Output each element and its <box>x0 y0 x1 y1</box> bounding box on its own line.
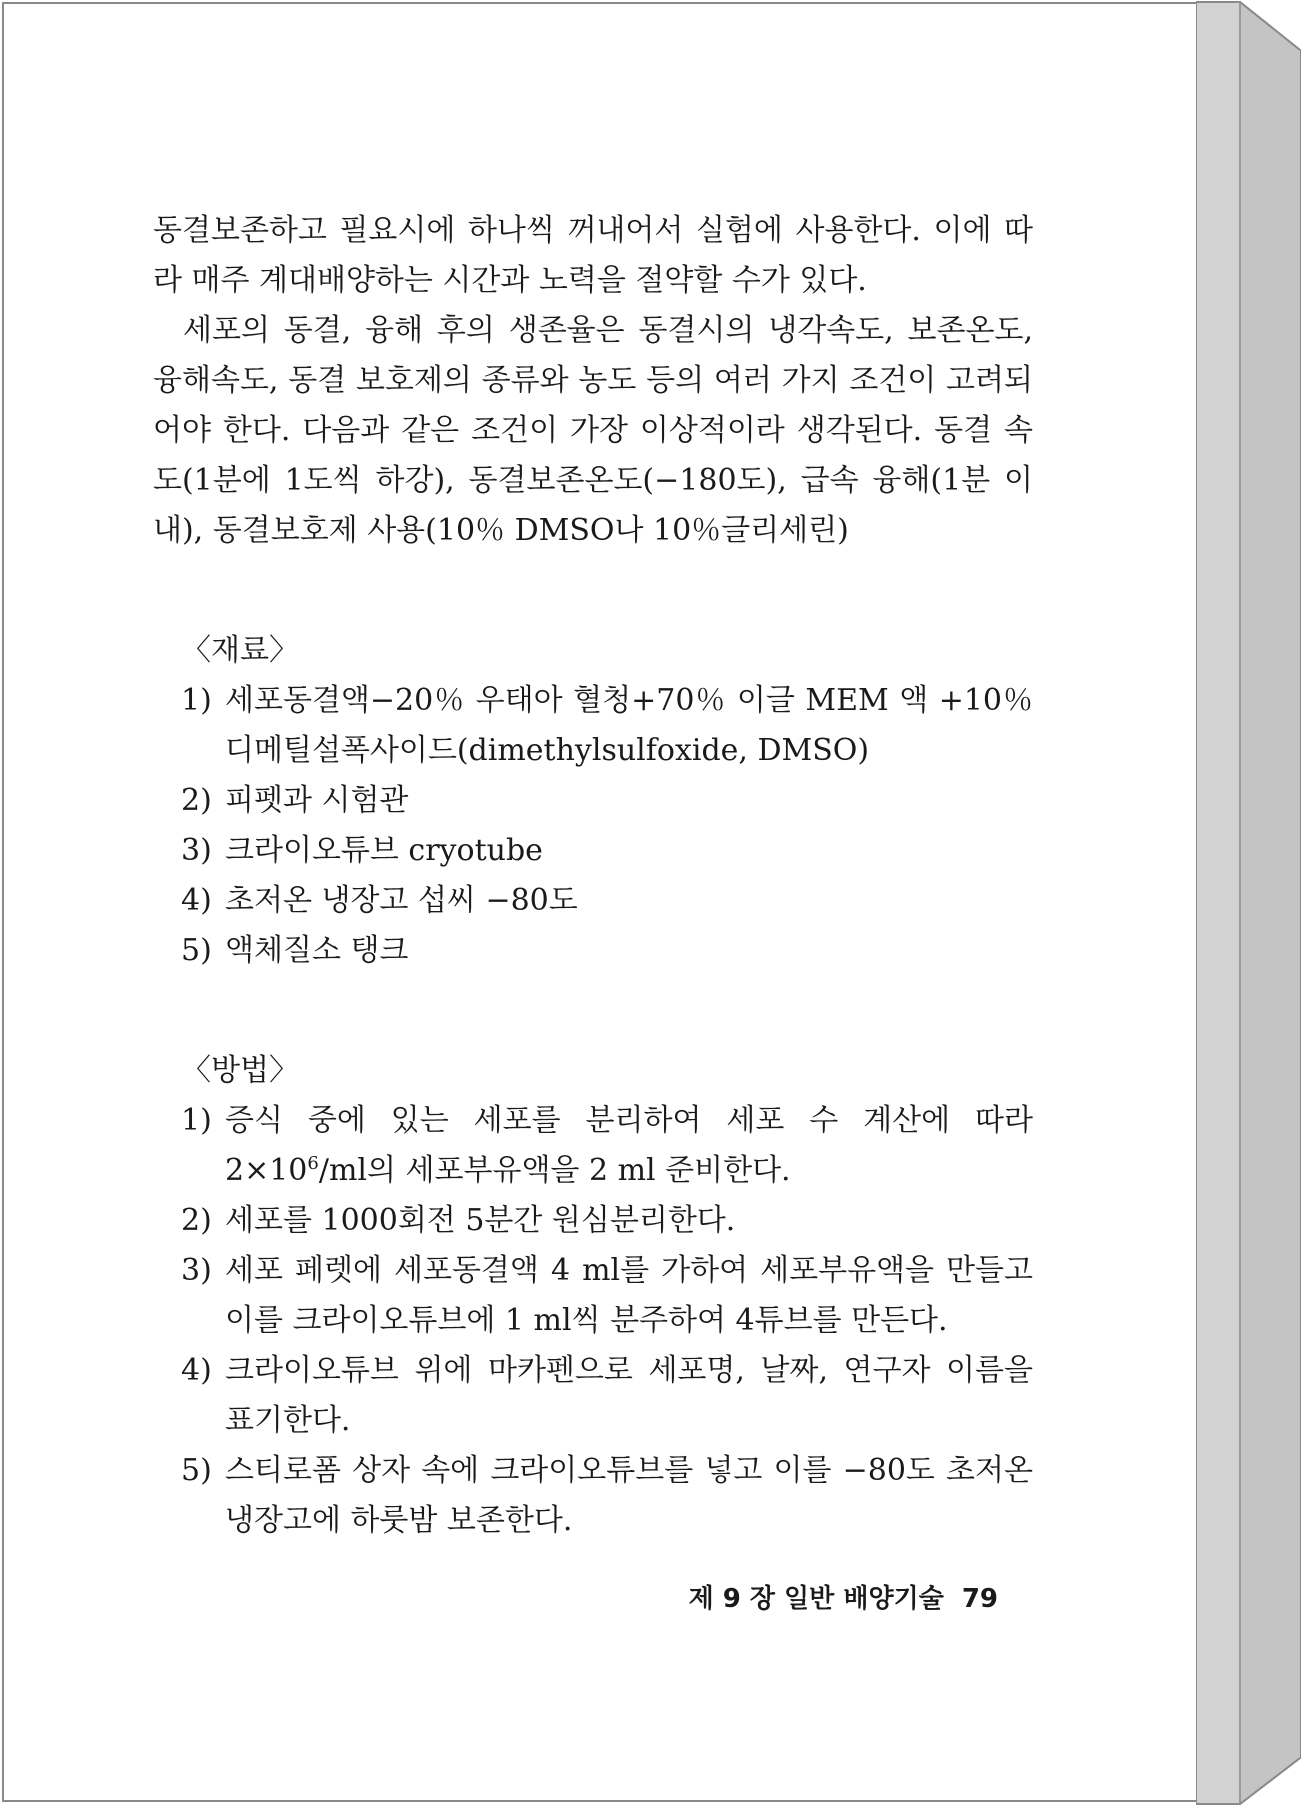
body-paragraph-2: 세포의 동결, 융해 후의 생존율은 동결시의 냉각속도, 보존온도, 융해속도, 동결 보호제의 종류와 농도 등의 여러 가지 조건이 고려되어야 한다. 다음과 같은 조건이 가장 이상적이라 생각된다. 동결 속도(1분에 1도씩 하강), 동결보존온도(−180도), 급속 융해(1분 이내), 동결보호제 사용(10％ DMSO나 10％글리세린) <box>153 313 1033 548</box>
exponent: 6 <box>307 1153 319 1174</box>
item-number: 3) <box>181 833 212 868</box>
page-content <box>153 206 1033 1546</box>
methods-item <box>153 1446 1033 1546</box>
item-text: 초저온 냉장고 섭씨 −80도 <box>225 883 578 918</box>
materials-heading: 〈재료〉 <box>181 633 299 668</box>
item-text: 세포를 1000회전 5분간 원심분리한다. <box>225 1203 736 1238</box>
item-text: 스티로폼 상자 속에 크라이오튜브를 넣고 이를 −80도 초저온 냉장고에 하룻밤 보존한다. <box>225 1453 1033 1538</box>
materials-item <box>153 776 1033 826</box>
item-number: 1) <box>181 1103 212 1138</box>
materials-item <box>153 826 1033 876</box>
item-number: 4) <box>181 883 212 918</box>
methods-heading: 〈방법〉 <box>181 1053 299 1088</box>
item-text: 크라이오튜브 cryotube <box>225 833 543 868</box>
materials-item <box>153 926 1033 976</box>
item-text: 세포동결액−20％ 우태아 혈청+70％ 이글 MEM 액 +10％ 디메틸설폭사이드(dimethylsulfoxide, DMSO) <box>225 683 1033 768</box>
materials-item <box>153 676 1033 776</box>
item-number: 5) <box>181 1453 212 1488</box>
page-edge-3d <box>1196 0 1302 1806</box>
item-text <box>225 1096 1033 1196</box>
page-number: 79 <box>961 1584 998 1614</box>
item-text-end: /ml의 세포부유액을 2 ml 준비한다. <box>318 1153 791 1188</box>
materials-item <box>153 876 1033 926</box>
item-text: 크라이오튜브 위에 마카펜으로 세포명, 날짜, 연구자 이름을 표기한다. <box>225 1353 1033 1438</box>
body-paragraph-1: 동결보존하고 필요시에 하나씩 꺼내어서 실험에 사용한다. 이에 따라 매주 계대배양하는 시간과 노력을 절약할 수가 있다. <box>153 213 1033 298</box>
item-number: 3) <box>181 1253 212 1288</box>
item-text-start: 증식 중에 있는 세포를 분리하여 세포 수 계산에 따라 2×10 <box>225 1103 1033 1188</box>
chapter-title: 제 9 장 일반 배양기술 <box>688 1584 944 1614</box>
page-footer <box>153 1578 998 1615</box>
item-number: 5) <box>181 933 212 968</box>
item-text: 세포 페렛에 세포동결액 4 ml를 가하여 세포부유액을 만들고 이를 크라이오튜브에 1 ml씩 분주하여 4튜브를 만든다. <box>225 1253 1033 1338</box>
methods-item <box>153 1346 1033 1446</box>
item-text: 액체질소 탱크 <box>225 933 409 968</box>
methods-item <box>153 1196 1033 1246</box>
item-text: 피펫과 시험관 <box>225 783 409 818</box>
item-number: 2) <box>181 783 212 818</box>
item-number: 1) <box>181 683 212 718</box>
item-number: 4) <box>181 1353 212 1388</box>
item-number: 2) <box>181 1203 212 1238</box>
methods-item <box>153 1246 1033 1346</box>
methods-item <box>153 1096 1033 1196</box>
